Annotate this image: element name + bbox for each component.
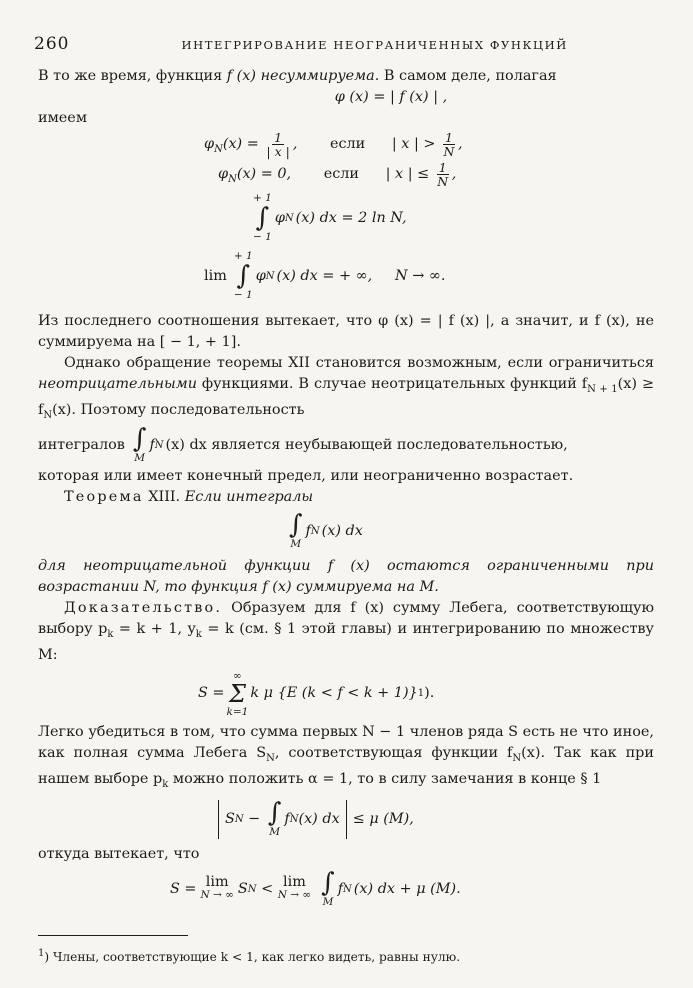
text: интегралов [38,437,125,454]
text-italic: несуммируема. [256,68,380,84]
integral-sign: ∫ [255,203,270,233]
symbol: φ [204,136,215,152]
lower-limit: M [290,538,302,551]
word-if: если [323,166,359,182]
footnote-rule [38,935,188,936]
denominator: | x | [266,143,290,159]
paragraph-5 [38,426,654,466]
numerator: 1 [274,129,283,145]
subscript: N [284,212,294,224]
symbol: φ [255,267,266,284]
page-header [34,34,655,54]
symbol: S = [170,880,197,897]
symbol: (x) dx = 2 ln N, [295,209,407,226]
subscript: k [162,778,169,790]
paragraph-3: Из последнего соотношения вытекает, что φ (x) = | f (x) |, а значит, и f (x), не суммируема на [ − 1, + 1]. [38,313,654,350]
footnote-mark: 1 [417,688,425,700]
fraction [437,161,449,188]
symbol: S = [198,685,225,702]
upper-limit: + 1 [253,192,272,204]
symbol: (x) dx [298,810,340,827]
integral-sign: ∫ [236,261,251,291]
integral [133,426,147,465]
theorem-number: XIII. [143,488,185,505]
text: (x). Поэтому последовательность [52,401,305,418]
text: Легко убедиться в том, что сумма первых N − 1 членов ряда S есть не что иное, как полная сумма Лебега S [38,723,654,761]
subscript: N [154,440,164,452]
text: (x) dx является неубывающей последовательностью, [165,437,568,454]
text: (x). Так как при нашем выборе p [38,744,654,787]
upper-limit: ∞ [233,669,242,682]
text: В самом деле, полагая [379,68,557,84]
text: функциями. В случае неотрицательных функций f [196,376,588,392]
text: , соответствующая функции f [274,744,513,761]
lower-limit: M [134,452,146,465]
numerator: 1 [438,159,447,175]
integral [253,192,272,244]
subscript: N [343,883,352,895]
symbol: (x) dx [321,523,363,540]
limit-subscript: N → ∞ [200,889,234,902]
symbol: − [243,810,265,827]
page-number: 260 [34,34,70,54]
lim-operator: lim [283,874,306,891]
subscript: N [43,409,53,421]
limit [278,876,311,902]
paragraph-1 [38,66,654,87]
integral [234,250,253,302]
symbol: φ [218,166,229,182]
lim-operator: lim [205,874,229,891]
integral [267,797,282,839]
equation-4 [250,189,654,247]
symbol: f [337,880,344,897]
theorem-statement [38,487,654,508]
symbol: f [284,810,290,827]
sum-sign: Σ [228,679,246,708]
subscript: N [289,813,299,825]
subscript: N + 1 [587,383,618,395]
limit [201,876,234,902]
theorem-continuation: для неотрицательной функции f (x) остаются ограниченными при возрастании N, то функция f (x) суммируема на M. [38,557,654,595]
integral-sign: ∫ [267,797,282,828]
integral [321,867,335,909]
paragraph-2: имеем [38,110,88,126]
symbol: φ [274,209,285,226]
text: В то же время, функция [38,68,227,84]
text: можно положить α = 1, то в силу замечания в конце § 1 [168,770,602,787]
symbol: (x) = [222,136,259,152]
symbol: (x) dx + μ (M). [353,880,461,897]
equation-1: φ (x) = | f (x) | , [334,89,448,105]
lower-limit: k=1 [226,705,249,718]
subscript: N [247,883,257,895]
subscript: N [266,752,275,764]
symbol: S [237,880,248,897]
symbol: ≤ μ (M), [352,810,414,827]
subscript: N [265,270,275,282]
page-body [38,66,654,913]
condition: | x | ≤ [385,166,430,182]
integral [289,512,303,551]
formula: f (x) [226,68,256,84]
equation-5 [204,247,654,305]
absolute-value [218,797,347,839]
symbol: k μ {E (k < f < k + 1)} [250,685,418,702]
text: Однако обращение теоремы XII становится возможным, если ограничиться [64,355,654,371]
lower-limit: M [322,895,334,908]
paragraph-4 [38,353,654,426]
fraction [266,131,289,158]
integral-sign: ∫ [132,424,147,455]
subscript: N [228,173,237,185]
text-italic: неотрицательными [38,376,197,392]
subscript: N [310,526,320,538]
proof-paragraph [38,598,654,666]
integral-sign: ∫ [321,867,335,898]
subscript: N [512,752,522,764]
condition: | x | > [391,136,436,152]
equation-6 [286,508,654,556]
denominator: N [443,143,455,159]
footnote-text: ) Члены, соответствующие k < 1, как легко видеть, равны нулю. [44,950,461,965]
numerator: 1 [445,129,453,145]
text: Образуем для f (x) сумму Лебега, соответствующую выбору p [38,599,654,637]
symbol: (x) dx = + ∞, N → ∞. [276,267,446,284]
symbol: f [305,523,311,540]
symbol: f [149,437,155,454]
equation-7 [198,666,654,722]
word-if: если [329,136,366,152]
equation-9 [170,865,654,913]
equation-2: $\varphi_N(x)$ = $\frac{1}{| x |}$ , если | x | > $\frac{1}{N}$ , [204,129,463,159]
symbol: ). [424,685,435,702]
summation [227,670,249,718]
equation-8 [218,794,654,844]
text-italic: Если интегралы [184,488,314,505]
lower-limit: − 1 [253,231,272,243]
running-title: ИНТЕГРИРОВАНИЕ НЕОГРАНИЧЕННЫХ ФУНКЦИЙ [181,38,568,52]
lower-limit: − 1 [233,289,253,301]
proof-label: Доказательство. [64,599,223,616]
upper-limit: + 1 [233,250,253,262]
subscript: k [195,628,202,640]
subscript: N [234,813,244,825]
subscript: k [107,628,114,640]
limit-subscript: N → ∞ [277,889,312,902]
lower-limit: M [269,825,280,838]
subscript: N [214,143,223,155]
integral-sign: ∫ [289,510,303,541]
text: (x) ≥ f [38,376,655,418]
symbol: < [256,880,278,897]
text: = k + 1, y [113,620,196,637]
footnote [38,946,460,965]
footnote-mark: 1 [38,948,45,959]
fraction [443,131,455,158]
denominator: N [437,173,449,189]
theorem-label: Теорема [64,488,144,505]
paragraph-7 [38,722,654,795]
paragraph-8: откуда вытекает, что [38,846,200,863]
symbol: S [225,810,235,827]
equation-3: $\varphi_N(x) = 0$, если | x | ≤ $\frac{1}{N}$ , [218,159,457,189]
lim-operator: lim [204,267,227,284]
paragraph-6: которая или имеет конечный предел, или неограниченно возрастает. [38,467,574,484]
text: = k (см. § 1 этой главы) и интегрированию по множеству M: [38,620,654,663]
symbol: (x) = 0, [236,166,292,182]
